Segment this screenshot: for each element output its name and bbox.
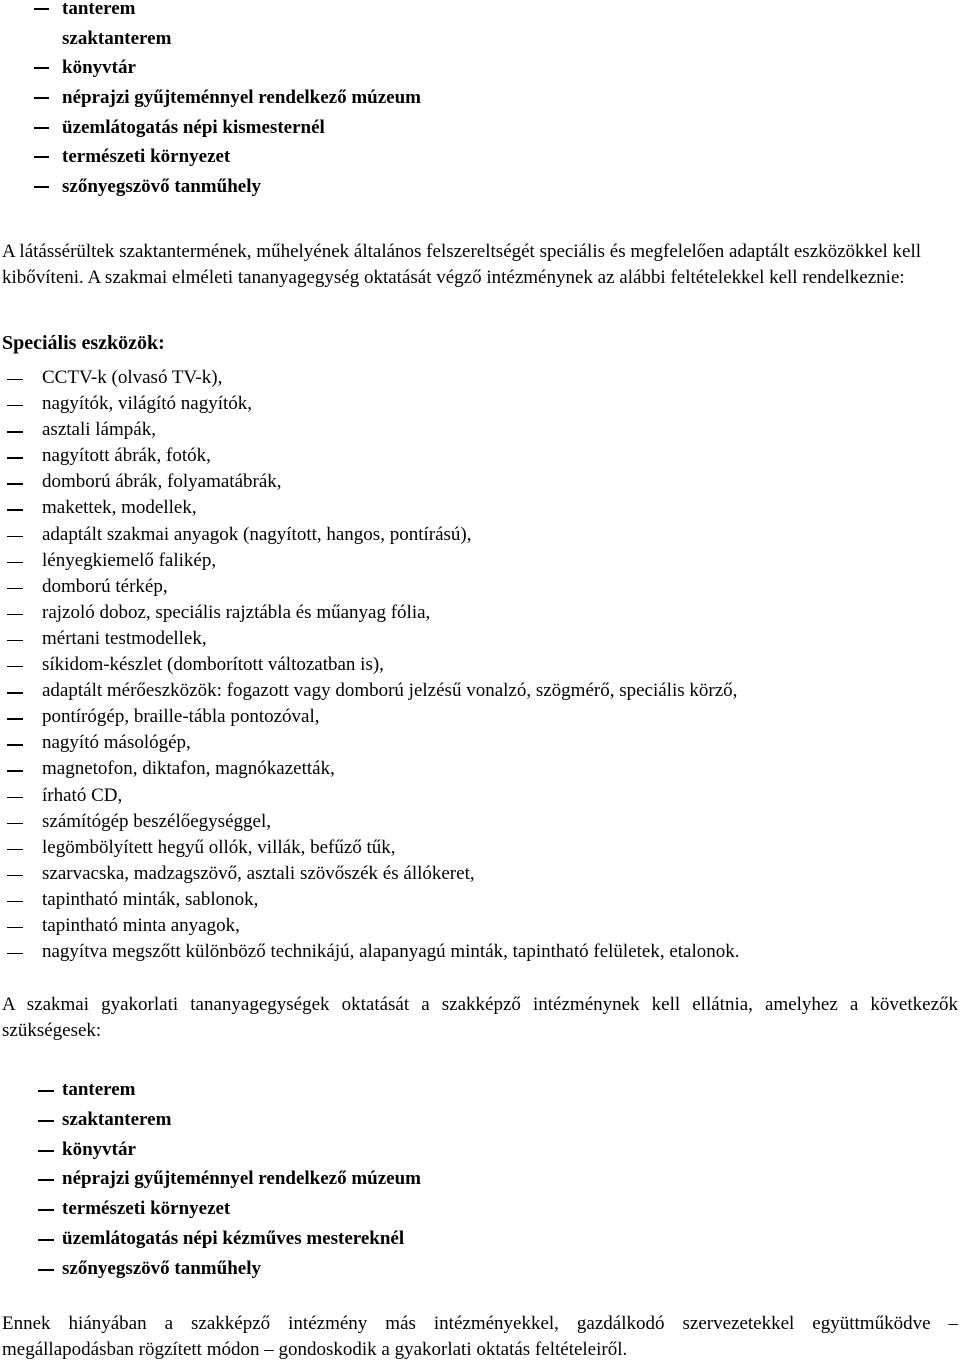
list-item <box>0 574 740 600</box>
list-item-text: számítógép beszélőegységgel, <box>42 810 271 832</box>
list-item <box>0 939 740 965</box>
list-item-text: magnetofon, diktafon, magnókazetták, <box>42 758 335 780</box>
list-item-text: nagyítva megszőtt különböző technikájú, alapanyagú minták, tapintható felületek, etalonok. <box>42 941 740 963</box>
list-item-text: könyvtár <box>62 57 136 79</box>
dash-bullet-icon <box>7 588 23 589</box>
dash-bullet-icon <box>7 953 23 954</box>
dash-bullet-icon <box>7 823 23 824</box>
list-item <box>0 600 740 626</box>
list-item <box>0 1224 421 1254</box>
list-item <box>0 1105 421 1135</box>
list-item <box>0 704 740 730</box>
list-item-text: nagyított ábrák, fotók, <box>42 445 211 467</box>
list-item <box>0 730 740 756</box>
list-item <box>0 913 740 939</box>
list-item-text: tapintható minta anyagok, <box>42 914 240 936</box>
list-item-text: tanterem <box>62 1079 136 1100</box>
dash-bullet-icon <box>7 483 23 484</box>
list-item-text: makettek, modellek, <box>42 497 197 519</box>
list-item-text: szőnyegszövő tanműhely <box>62 176 261 198</box>
list-item <box>0 678 740 704</box>
dash-bullet-icon <box>38 1179 54 1181</box>
list-item <box>0 1135 421 1165</box>
list-item-text: üzemlátogatás népi kismesternél <box>62 116 325 138</box>
dash-bullet-icon <box>38 1269 54 1271</box>
list-item <box>0 469 740 495</box>
list-item-text: adaptált mérőeszközök: fogazott vagy domború jelzésű vonalzó, szögmérő, speciális körző, <box>42 680 738 702</box>
list-item-text: síkidom-készlet (domborított változatban is), <box>42 654 384 676</box>
list-item-text: tapintható minták, sablonok, <box>42 888 259 910</box>
list-item-text: szarvacska, madzagszövő, asztali szövőszék és állókeret, <box>42 862 475 884</box>
dash-bullet-icon <box>34 67 49 69</box>
special-tools-list <box>0 365 740 965</box>
list-item-text: írható CD, <box>42 784 123 806</box>
list-item-text: természeti környezet <box>62 146 231 168</box>
list-item <box>0 113 421 143</box>
list-item <box>0 1254 421 1284</box>
dash-bullet-icon <box>7 536 23 537</box>
list-item-text: CCTV-k (olvasó TV-k), <box>42 367 223 388</box>
special-tools-heading: Speciális eszközök: <box>2 332 165 354</box>
dash-bullet-icon <box>7 875 23 876</box>
list-item <box>0 443 740 469</box>
dash-bullet-icon <box>34 97 49 99</box>
list-item <box>0 417 740 443</box>
dash-bullet-icon <box>34 8 49 10</box>
list-item <box>0 172 421 202</box>
list-item <box>0 652 740 678</box>
list-item <box>0 887 740 913</box>
dash-bullet-icon <box>7 405 23 406</box>
list-item <box>0 756 740 782</box>
dash-bullet-icon <box>7 744 23 745</box>
list-item-text: szaktanterem <box>62 1108 172 1130</box>
practical-paragraph: A szakmai gyakorlati tananyagegységek oktatását a szakképző intézménynek kell ellátnia, amelyhez a következők szükségesek: <box>2 994 958 1041</box>
list-item <box>0 861 740 887</box>
dash-bullet-icon <box>7 797 23 798</box>
list-item <box>0 626 740 652</box>
list-item <box>0 835 740 861</box>
dash-bullet-icon <box>7 901 23 902</box>
dash-bullet-icon <box>7 927 23 928</box>
dash-bullet-icon <box>7 614 23 615</box>
facilities-list-top <box>0 0 421 202</box>
dash-bullet-icon <box>7 431 23 432</box>
list-item <box>0 1075 421 1105</box>
list-item-text: rajzoló doboz, speciális rajztábla és műanyag fólia, <box>42 601 431 623</box>
list-item <box>0 1164 421 1194</box>
list-item-text: adaptált szakmai anyagok (nagyított, hangos, pontírású), <box>42 523 472 545</box>
list-item-text: nagyítók, világító nagyítók, <box>42 393 253 415</box>
dash-bullet-icon <box>38 1239 54 1241</box>
dash-bullet-icon <box>7 849 23 850</box>
dash-bullet-icon <box>7 379 23 380</box>
dash-bullet-icon <box>38 1150 54 1152</box>
dash-bullet-icon <box>7 692 23 693</box>
dash-bullet-icon <box>7 666 23 667</box>
dash-bullet-icon <box>7 640 23 641</box>
list-item-text: könyvtár <box>62 1138 136 1160</box>
dash-bullet-icon <box>38 1090 54 1092</box>
list-item-text: néprajzi gyűjteménnyel rendelkező múzeum <box>62 87 422 109</box>
list-item <box>0 1194 421 1224</box>
dash-bullet-icon <box>7 562 23 563</box>
dash-bullet-icon <box>38 1120 54 1122</box>
list-item <box>0 495 740 521</box>
dash-bullet-icon <box>7 509 23 510</box>
list-item-text: természeti környezet <box>62 1198 231 1220</box>
dash-bullet-icon <box>34 186 49 188</box>
list-item-text: mértani testmodellek, <box>42 627 207 649</box>
dash-bullet-icon <box>34 156 49 158</box>
list-item <box>0 522 740 548</box>
list-item <box>0 24 421 54</box>
list-item <box>0 809 740 835</box>
list-item-text: néprajzi gyűjteménnyel rendelkező múzeum <box>62 1168 422 1190</box>
list-item-text: szőnyegszövő tanműhely <box>62 1257 261 1279</box>
list-item-text: domború térkép, <box>42 575 168 597</box>
facilities-list-bottom <box>0 1075 421 1284</box>
intro-paragraph: A látássérültek szaktantermének, műhelyének általános felszereltségét speciális és megfelelően adaptált eszközökkel kell kibővíteni. A szakmai elméleti tananyagegység oktatását végző intézménynek az alábbi feltételekkel kell rendelkeznie: <box>2 241 922 288</box>
dash-bullet-icon <box>7 718 23 719</box>
list-item-text: pontírógép, braille-tábla pontozóval, <box>42 706 320 728</box>
list-item-text: tanterem <box>62 0 136 19</box>
list-item <box>0 365 740 391</box>
list-item-text: lényegkiemelő falikép, <box>42 549 217 571</box>
dash-bullet-icon <box>7 770 23 771</box>
list-item <box>0 83 421 113</box>
list-item-text: asztali lámpák, <box>42 419 156 441</box>
list-item-text: legömbölyített hegyű ollók, villák, befűző tűk, <box>42 836 396 858</box>
list-item-text: szaktanterem <box>62 27 172 49</box>
list-item <box>0 53 421 83</box>
list-item <box>0 0 421 24</box>
dash-bullet-icon <box>38 1209 54 1211</box>
list-item-text: üzemlátogatás népi kézműves mestereknél <box>62 1227 405 1249</box>
list-item-text: nagyító másológép, <box>42 732 191 754</box>
list-item <box>0 391 740 417</box>
dash-bullet-icon <box>7 457 23 458</box>
closing-paragraph: Ennek hiányában a szakképző intézmény más intézményekkel, gazdálkodó szervezetekkel együttműködve – megállapodásban rögzített módon – gondoskodik a gyakorlati oktatás feltételeiről. <box>2 1313 958 1360</box>
dash-bullet-icon <box>34 127 49 129</box>
list-item <box>0 142 421 172</box>
list-item <box>0 783 740 809</box>
list-item <box>0 548 740 574</box>
list-item-text: domború ábrák, folyamatábrák, <box>42 471 282 493</box>
